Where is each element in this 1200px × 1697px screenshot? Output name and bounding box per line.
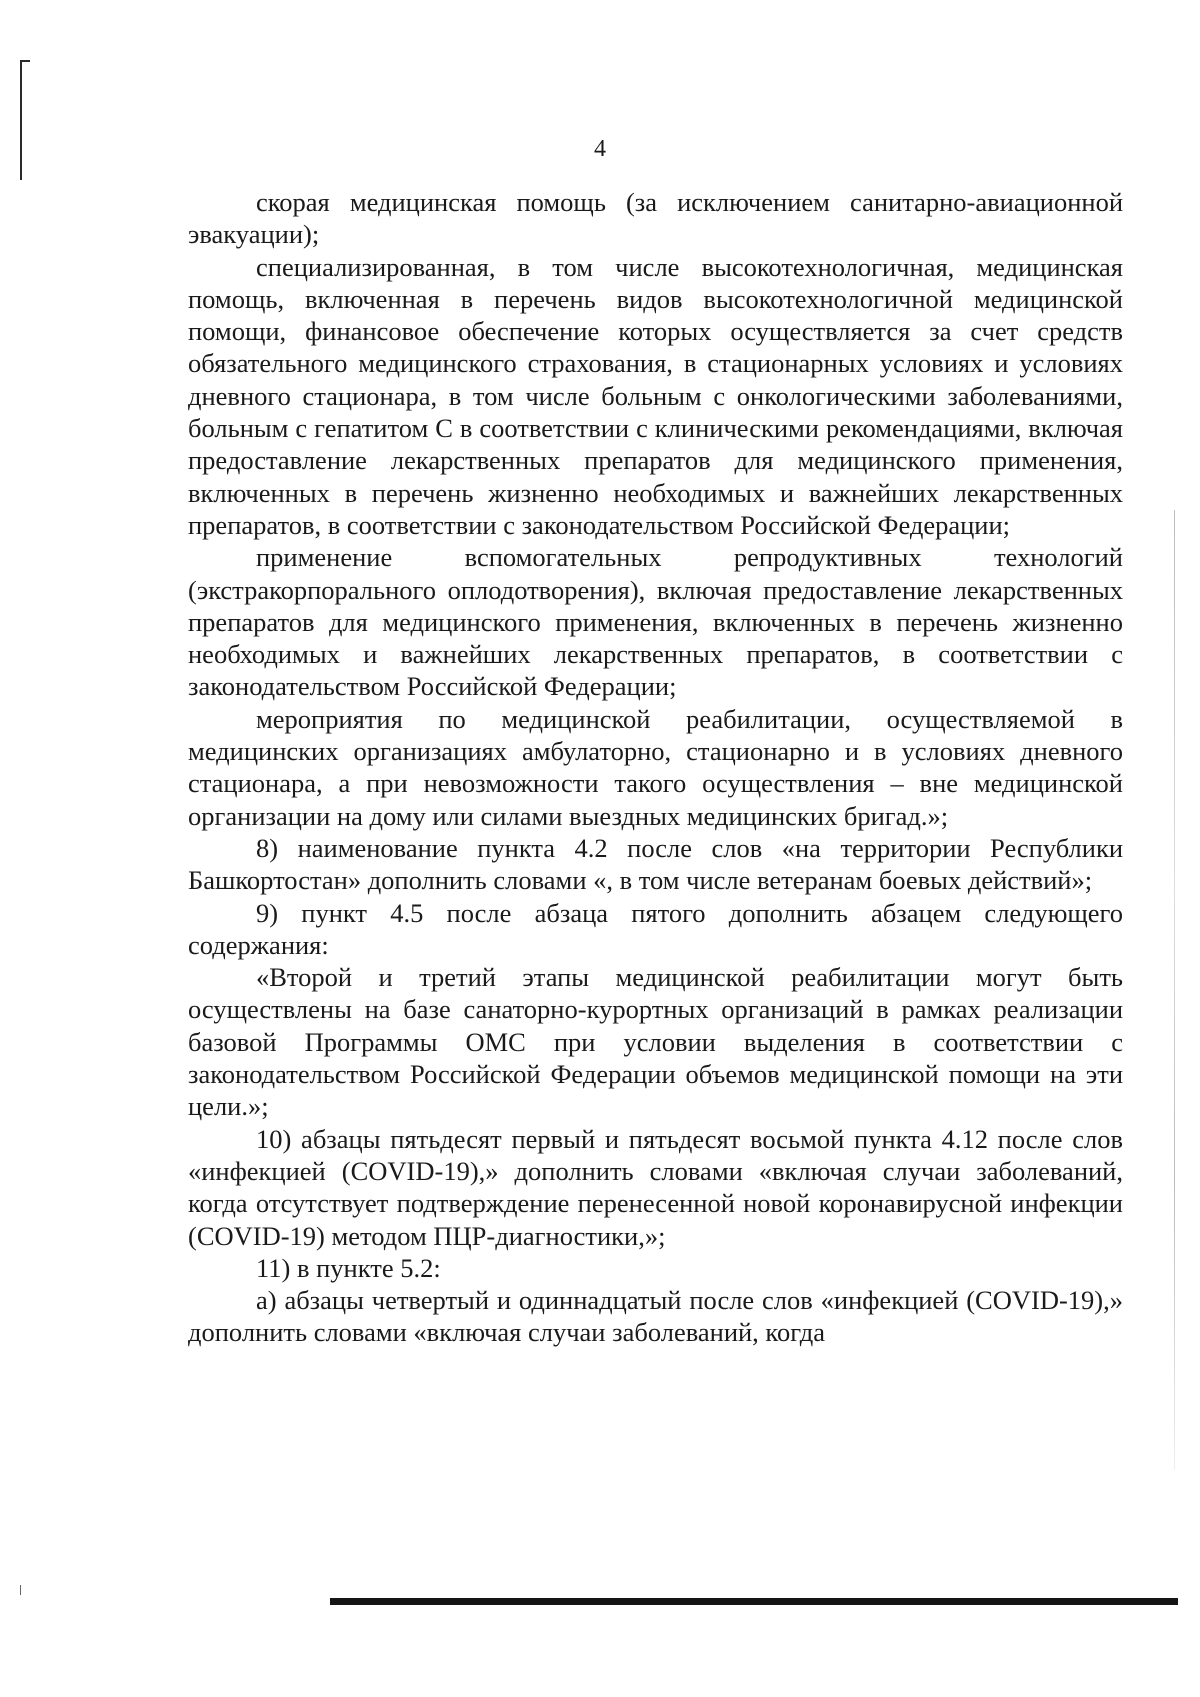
- paragraph: применение вспомогательных репродуктивных технологий (экстракорпорального оплодотворения), включая предоставление лекарственных препаратов для медицинского применения, включенных в перечень жизненно необходимых и важнейших лекарственных препаратов, в соответствии с законодательством Российской Федерации;: [188, 542, 1123, 702]
- paragraph: 11) в пункте 5.2:: [256, 1252, 441, 1283]
- footer-rule: [330, 1598, 1178, 1605]
- document-body: [188, 186, 1123, 1349]
- paragraph: 9) пункт 4.5 после абзаца пятого дополнить абзацем следующего содержания:: [188, 897, 1123, 960]
- scan-page-edge: [1174, 510, 1175, 1470]
- paragraph: а) абзацы четвертый и одиннадцатый после слов «инфекцией (COVID-19),» дополнить словами «включая случаи заболеваний, когда: [188, 1285, 1123, 1348]
- page-number: 4: [594, 136, 606, 162]
- paragraph: специализированная, в том числе высокотехнологичная, медицинская помощь, включенная в перечень видов высокотехнологичной медицинской помощи, финансовое обеспечение которых осуществляется за счет средств обязательного медицинского страхования, в стационарных условиях и условиях дневного стационара, в том числе больным с онкологическими заболеваниями, больным с гепатитом С в соответствии с клиническими рекомендациями, включая предоставление лекарственных препаратов для медицинского применения, включенных в перечень жизненно необходимых и важнейших лекарственных препаратов, в соответствии с законодательством Российской Федерации;: [188, 251, 1123, 540]
- paragraph: 8) наименование пункта 4.2 после слов «на территории Республики Башкортостан» дополнить словами «, в том числе ветеранам боевых действий»;: [188, 832, 1123, 896]
- paragraph: мероприятия по медицинской реабилитации, осуществляемой в медицинских организациях амбулаторно, стационарно и в условиях дневного стационара, а при невозможности такого осуществления – вне медицинской организации на дому или силами выездных медицинских бригад.»;: [188, 703, 1123, 831]
- scan-edge-mark-bottom: [20, 1585, 21, 1595]
- paragraph: 10) абзацы пятьдесят первый и пятьдесят восьмой пункта 4.12 после слов «инфекцией (COVID-19),» дополнить словами «включая случаи заболеваний, когда отсутствует подтверждение перенесенной новой коронавирусной инфекции (COVID-19) методом ПЦР-диагностики,»;: [188, 1123, 1123, 1251]
- paragraph: «Второй и третий этапы медицинской реабилитации могут быть осуществлены на базе санаторно-курортных организаций в рамках реализации базовой Программы ОМС при условии выделения в соответствии с законодательством Российской Федерации объемов медицинской помощи на эти цели.»;: [188, 962, 1123, 1122]
- paragraph: скорая медицинская помощь (за исключением санитарно-авиационной эвакуации);: [188, 187, 1123, 250]
